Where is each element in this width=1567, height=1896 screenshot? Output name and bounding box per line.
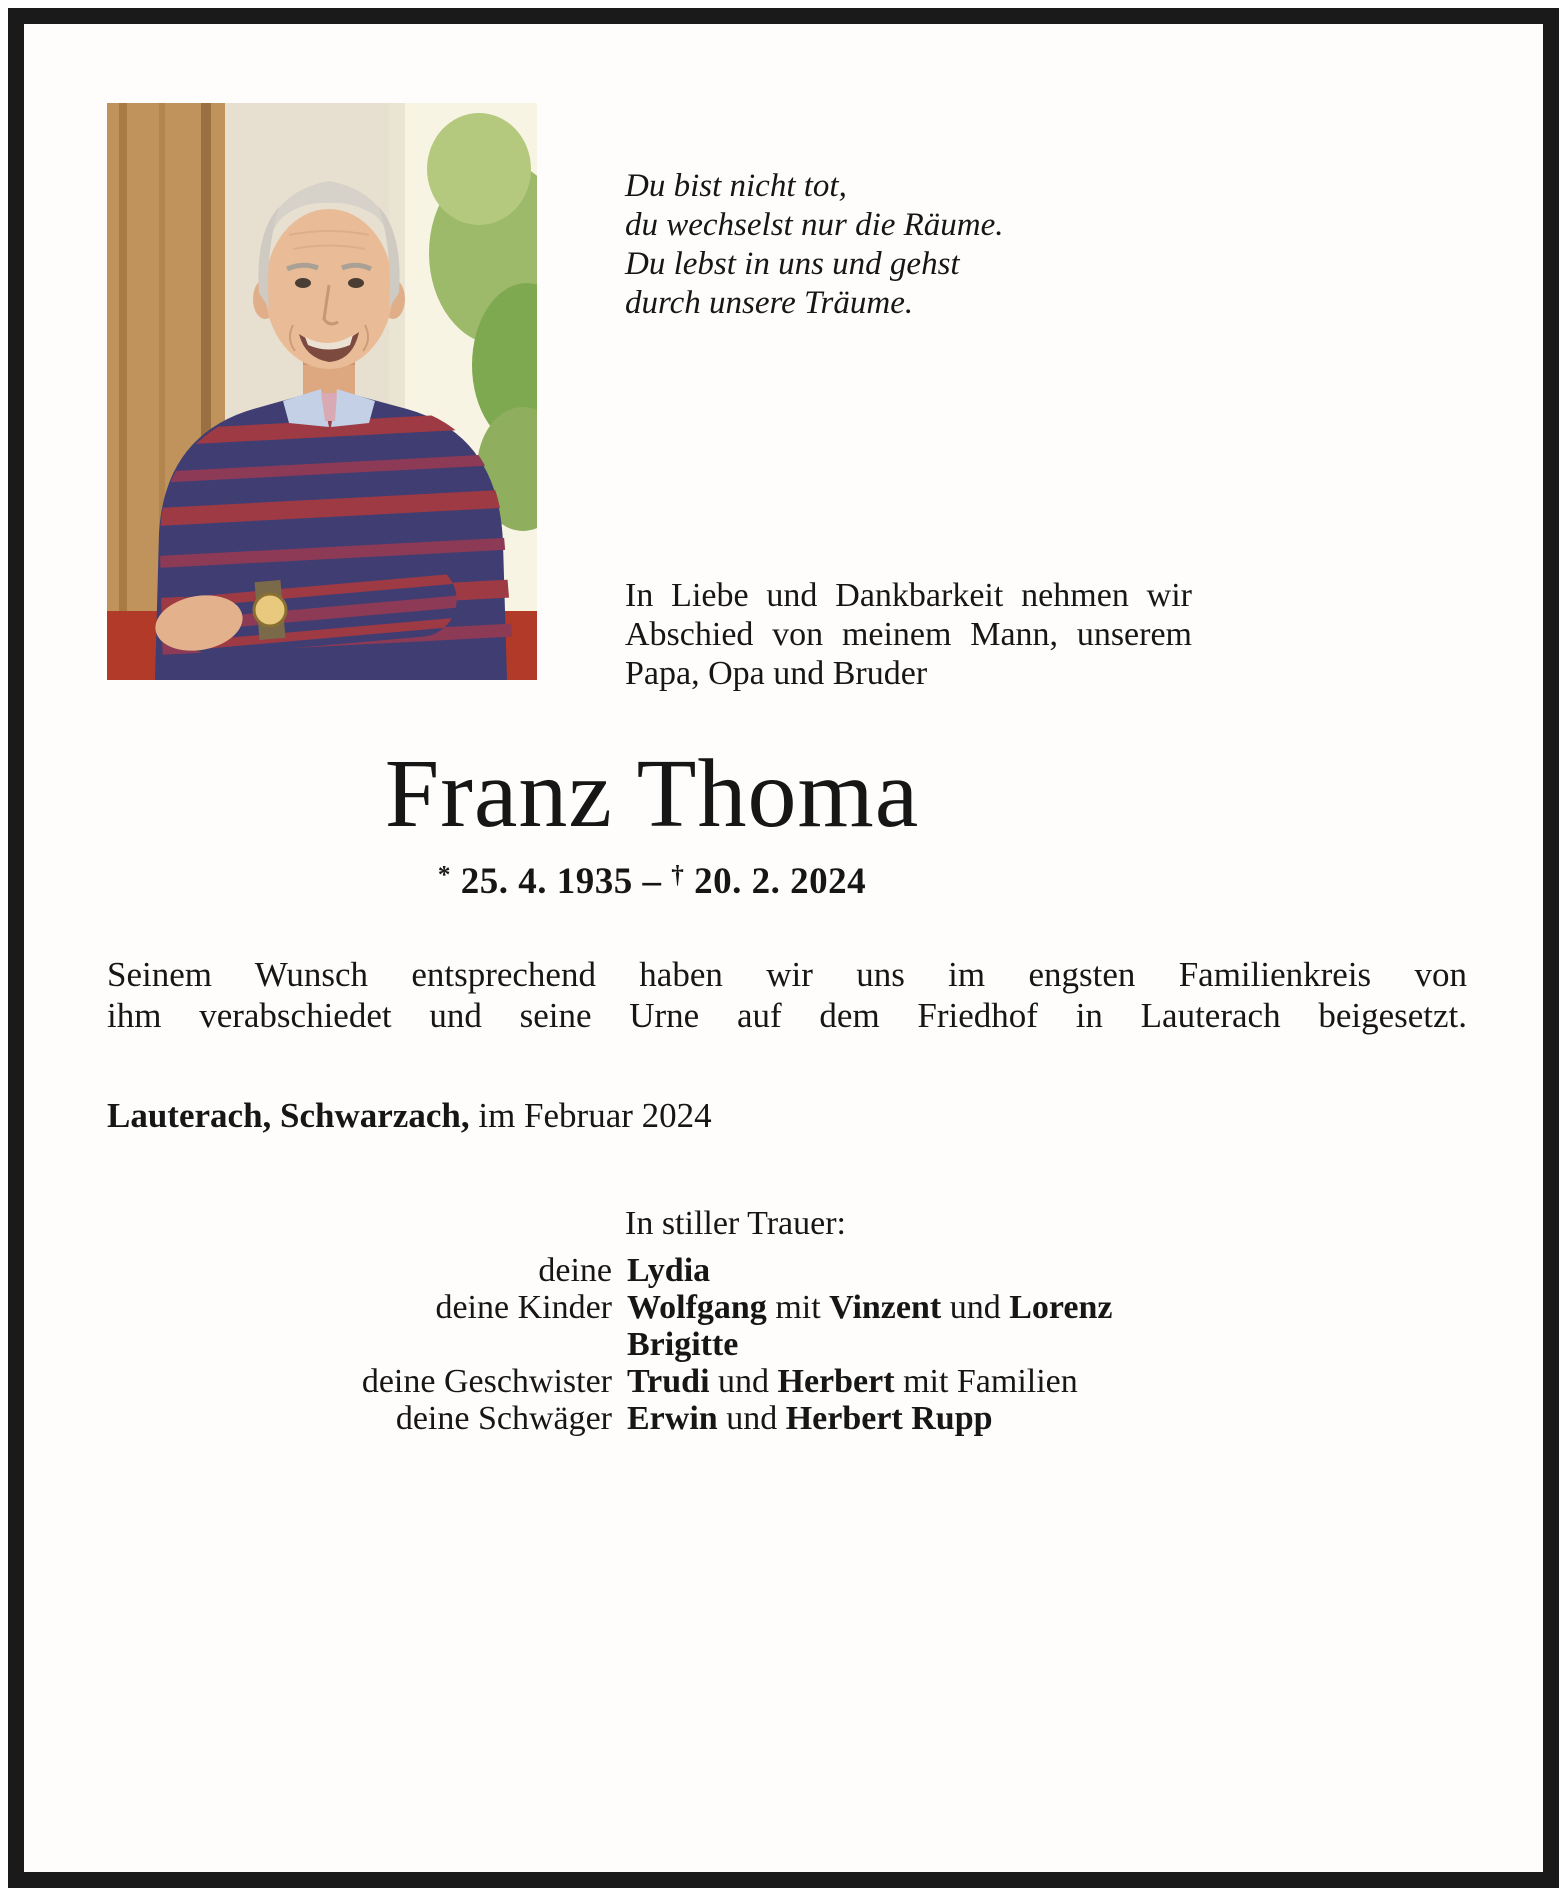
mourner-connector: mit bbox=[766, 1289, 830, 1326]
intro-text bbox=[625, 576, 1192, 693]
mourner-names bbox=[627, 1252, 1487, 1289]
portrait-illustration bbox=[107, 103, 537, 680]
deceased-name: Franz Thoma bbox=[384, 740, 920, 848]
mourner-connector: und bbox=[941, 1289, 1010, 1326]
mourner-names bbox=[627, 1289, 1487, 1326]
mourner-name: Brigitte bbox=[627, 1326, 739, 1363]
mourner-names bbox=[627, 1326, 1487, 1363]
place-date-line bbox=[107, 1096, 712, 1136]
places: Lauterach, Schwarzach, bbox=[107, 1096, 470, 1135]
mourning-heading: In stiller Trauer: bbox=[625, 1205, 846, 1242]
dates-separator: – bbox=[642, 860, 662, 902]
mourner-name: Vinzent bbox=[829, 1289, 942, 1326]
mourner-connector: mit Familien bbox=[894, 1363, 1078, 1400]
announcement-line: Seinem Wunsch entsprechend haben wir uns im engsten Familienkreis von bbox=[107, 955, 1467, 994]
mourner-label: deine Schwäger bbox=[395, 1400, 612, 1437]
announcement-line: ihm verabschiedet und seine Urne auf dem Friedhof in Lauterach beigesetzt. bbox=[107, 996, 1467, 1035]
birth-symbol: * bbox=[437, 861, 451, 889]
death-symbol: † bbox=[671, 861, 685, 889]
poem-line: Du bist nicht tot, bbox=[625, 168, 847, 204]
intro-line: Abschied von meinem Mann, unserem bbox=[625, 616, 1192, 653]
intro-line: In Liebe und Dankbarkeit nehmen wir bbox=[625, 577, 1192, 614]
mourner-name: Lorenz bbox=[1009, 1289, 1113, 1326]
mourner-label: deine Kinder bbox=[435, 1289, 612, 1326]
mourner-label: deine bbox=[538, 1252, 612, 1289]
death-date: 20. 2. 2024 bbox=[694, 860, 867, 902]
mourner-names bbox=[627, 1363, 1487, 1400]
mourner-name: Herbert bbox=[777, 1363, 895, 1400]
mourner-connector: und bbox=[717, 1400, 786, 1437]
life-dates bbox=[24, 860, 1280, 903]
mourner-name: Herbert Rupp bbox=[785, 1400, 993, 1437]
deceased-name-block bbox=[24, 742, 1280, 903]
poem bbox=[625, 167, 1004, 323]
poem-line: durch unsere Träume. bbox=[625, 285, 914, 321]
mourner-name: Trudi bbox=[627, 1363, 710, 1400]
month-year: im Februar 2024 bbox=[478, 1096, 712, 1135]
announcement-text bbox=[107, 954, 1467, 1036]
mourner-label bbox=[107, 1326, 612, 1363]
obituary-page bbox=[8, 8, 1559, 1888]
poem-line: Du lebst in uns und gehst bbox=[625, 246, 960, 282]
mourner-name: Wolfgang bbox=[627, 1289, 767, 1326]
poem-line: du wechselst nur die Räume. bbox=[625, 207, 1004, 243]
intro-line: Papa, Opa und Bruder bbox=[625, 655, 928, 692]
birth-date: 25. 4. 1935 bbox=[460, 860, 633, 902]
mourner-connector: und bbox=[709, 1363, 778, 1400]
mourners-list bbox=[107, 1252, 1487, 1437]
mourner-names bbox=[627, 1400, 1487, 1437]
mourner-name: Erwin bbox=[627, 1400, 718, 1437]
mourner-label: deine Geschwister bbox=[361, 1363, 612, 1400]
portrait-photo bbox=[107, 103, 537, 680]
mourner-name: Lydia bbox=[627, 1252, 711, 1289]
